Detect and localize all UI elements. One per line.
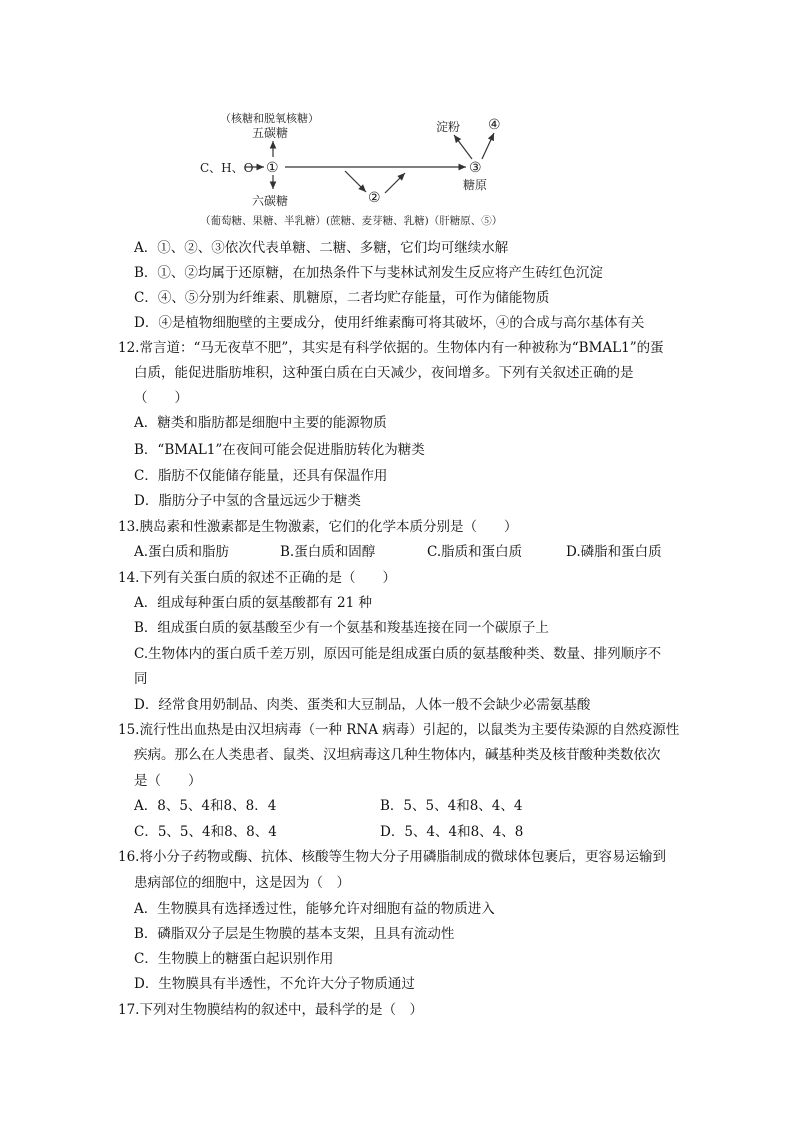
q13-stem: 13.胰岛素和性激素都是生物激素，它们的化学本质分别是（ ） — [118, 519, 518, 535]
arrow-to-node-4 — [482, 133, 494, 159]
q16-option-a: A．生物膜具有选择透过性，能够允许对细胞有益的物质进入 — [134, 901, 495, 917]
diagram-node-1: ① — [266, 160, 279, 176]
q12-stem-line2: 白质，能促进脂肪堆积，这种蛋白质在白天减少，夜间增多。下列有关叙述正确的是 — [134, 365, 634, 381]
q14-option-d: D．经常食用奶制品、肉类、蛋类和大豆制品，人体一般不会缺少必需氨基酸 — [134, 697, 591, 713]
q13-option-a: A.蛋白质和脂肪 — [134, 544, 230, 560]
q12-stem-line3: （ ） — [134, 390, 188, 406]
q14-option-c: C.生物体内的蛋白质千差万别，原因可能是组成蛋白质的氨基酸种类、数量、排列顺序不 — [134, 646, 662, 662]
diagram-pentose-label: 五碳糖 — [252, 126, 289, 140]
q12-option-c: C．脂肪不仅能储存能量，还具有保温作用 — [134, 468, 388, 484]
q12-option-d: D．脂肪分子中氢的含量远远少于糖类 — [134, 493, 361, 509]
diagram-node-2: ② — [368, 190, 381, 206]
q16-option-c: C．生物膜上的糖蛋白起识别作用 — [134, 951, 334, 967]
diagram-glycogen-label: 糖原 — [463, 178, 488, 192]
q11-option-c: C．④、⑤分别为纤维素、肌糖原，二者均贮存能量，可作为储能物质 — [134, 290, 550, 306]
q15-option-d: D．5、4、4和8、4、8 — [380, 824, 524, 840]
arrow-to-starch — [454, 135, 472, 159]
arrow-from-node-2 — [385, 173, 405, 193]
q11-option-b: B．①、②均属于还原糖，在加热条件下与斐林试剂发生反应将产生砖红色沉淀 — [134, 265, 603, 281]
q16-stem-line2: 患病部位的细胞中，这是因为（ ） — [134, 875, 350, 891]
diagram-bottom-note: （葡萄糖、果糖、半乳糖）(蔗糖、麦芽糖、乳糖)（肝糖原、⑤） — [200, 215, 503, 227]
q11-option-a: A．①、②、③依次代表单糖、二糖、多糖，它们均可继续水解 — [134, 240, 509, 256]
q16-stem-line1: 16.将小分子药物或酶、抗体、核酸等生物大分子用磷脂制成的微球体包裹后，更容易运输到 — [118, 849, 666, 865]
q15-stem-line1: 15.流行性出血热是由汉坦病毒（一种 RNA 病毒）引起的，以鼠类为主要传染源的自然疫源性 — [118, 722, 680, 738]
q13-option-b: B.蛋白质和固醇 — [280, 544, 376, 560]
q14-option-b: B．组成蛋白质的氨基酸至少有一个氨基和羧基连接在同一个碳原子上 — [134, 620, 549, 636]
diagram-node-4: ④ — [488, 117, 501, 133]
arrow-to-node-2 — [345, 171, 366, 192]
q15-option-c: C．5、5、4和8、8、4 — [134, 824, 277, 840]
diagram-hexose-label: 六碳糖 — [252, 194, 289, 208]
q14-stem: 14.下列有关蛋白质的叙述不正确的是（ ） — [118, 570, 396, 586]
diagram-node-3: ③ — [469, 160, 482, 176]
diagram-starch-label: 淀粉 — [436, 120, 461, 134]
diagram-elements-label: C、H、O — [200, 161, 254, 175]
q17-stem: 17.下列对生物膜结构的叙述中，最科学的是（ ） — [118, 1002, 423, 1018]
q16-option-d: D．生物膜具有半透性，不允许大分子物质通过 — [134, 976, 415, 992]
q14-option-c-cont: 同 — [134, 671, 148, 687]
q16-option-b: B．磷脂双分子层是生物膜的基本支架，且具有流动性 — [134, 926, 455, 942]
q11-option-d: D．④是植物细胞壁的主要成分，使用纤维素酶可将其破坏，④的合成与高尔基体有关 — [134, 315, 645, 331]
q15-stem-line2: 疾病。那么在人类患者、鼠类、汉坦病毒这几种生物体内，碱基种类及核苷酸种类数依次 — [134, 747, 661, 763]
q13-option-c: C.脂质和蛋白质 — [427, 544, 523, 560]
q15-option-a: A．8、5、4和8、8．4 — [134, 798, 277, 814]
q15-option-b: B．5、5、4和8、4、4 — [380, 798, 523, 814]
diagram-top-note: （核糖和脱氧核糖） — [220, 112, 319, 125]
q12-stem-line1: 12.常言道：“马无夜草不肥”，其实是有科学依据的。生物体内有一种被称为“BMAL1”的蛋 — [118, 340, 664, 356]
q12-option-a: A．糖类和脂肪都是细胞中主要的能源物质 — [134, 415, 387, 431]
q12-option-b: B．“BMAL1”在夜间可能会促进脂肪转化为糖类 — [134, 442, 425, 458]
sugar-classification-diagram — [190, 105, 580, 235]
q13-option-d: D.磷脂和蛋白质 — [566, 544, 662, 560]
q15-stem-line3: 是（ ） — [134, 773, 202, 789]
q14-option-a: A．组成每种蛋白质的氨基酸都有 21 种 — [134, 595, 373, 611]
